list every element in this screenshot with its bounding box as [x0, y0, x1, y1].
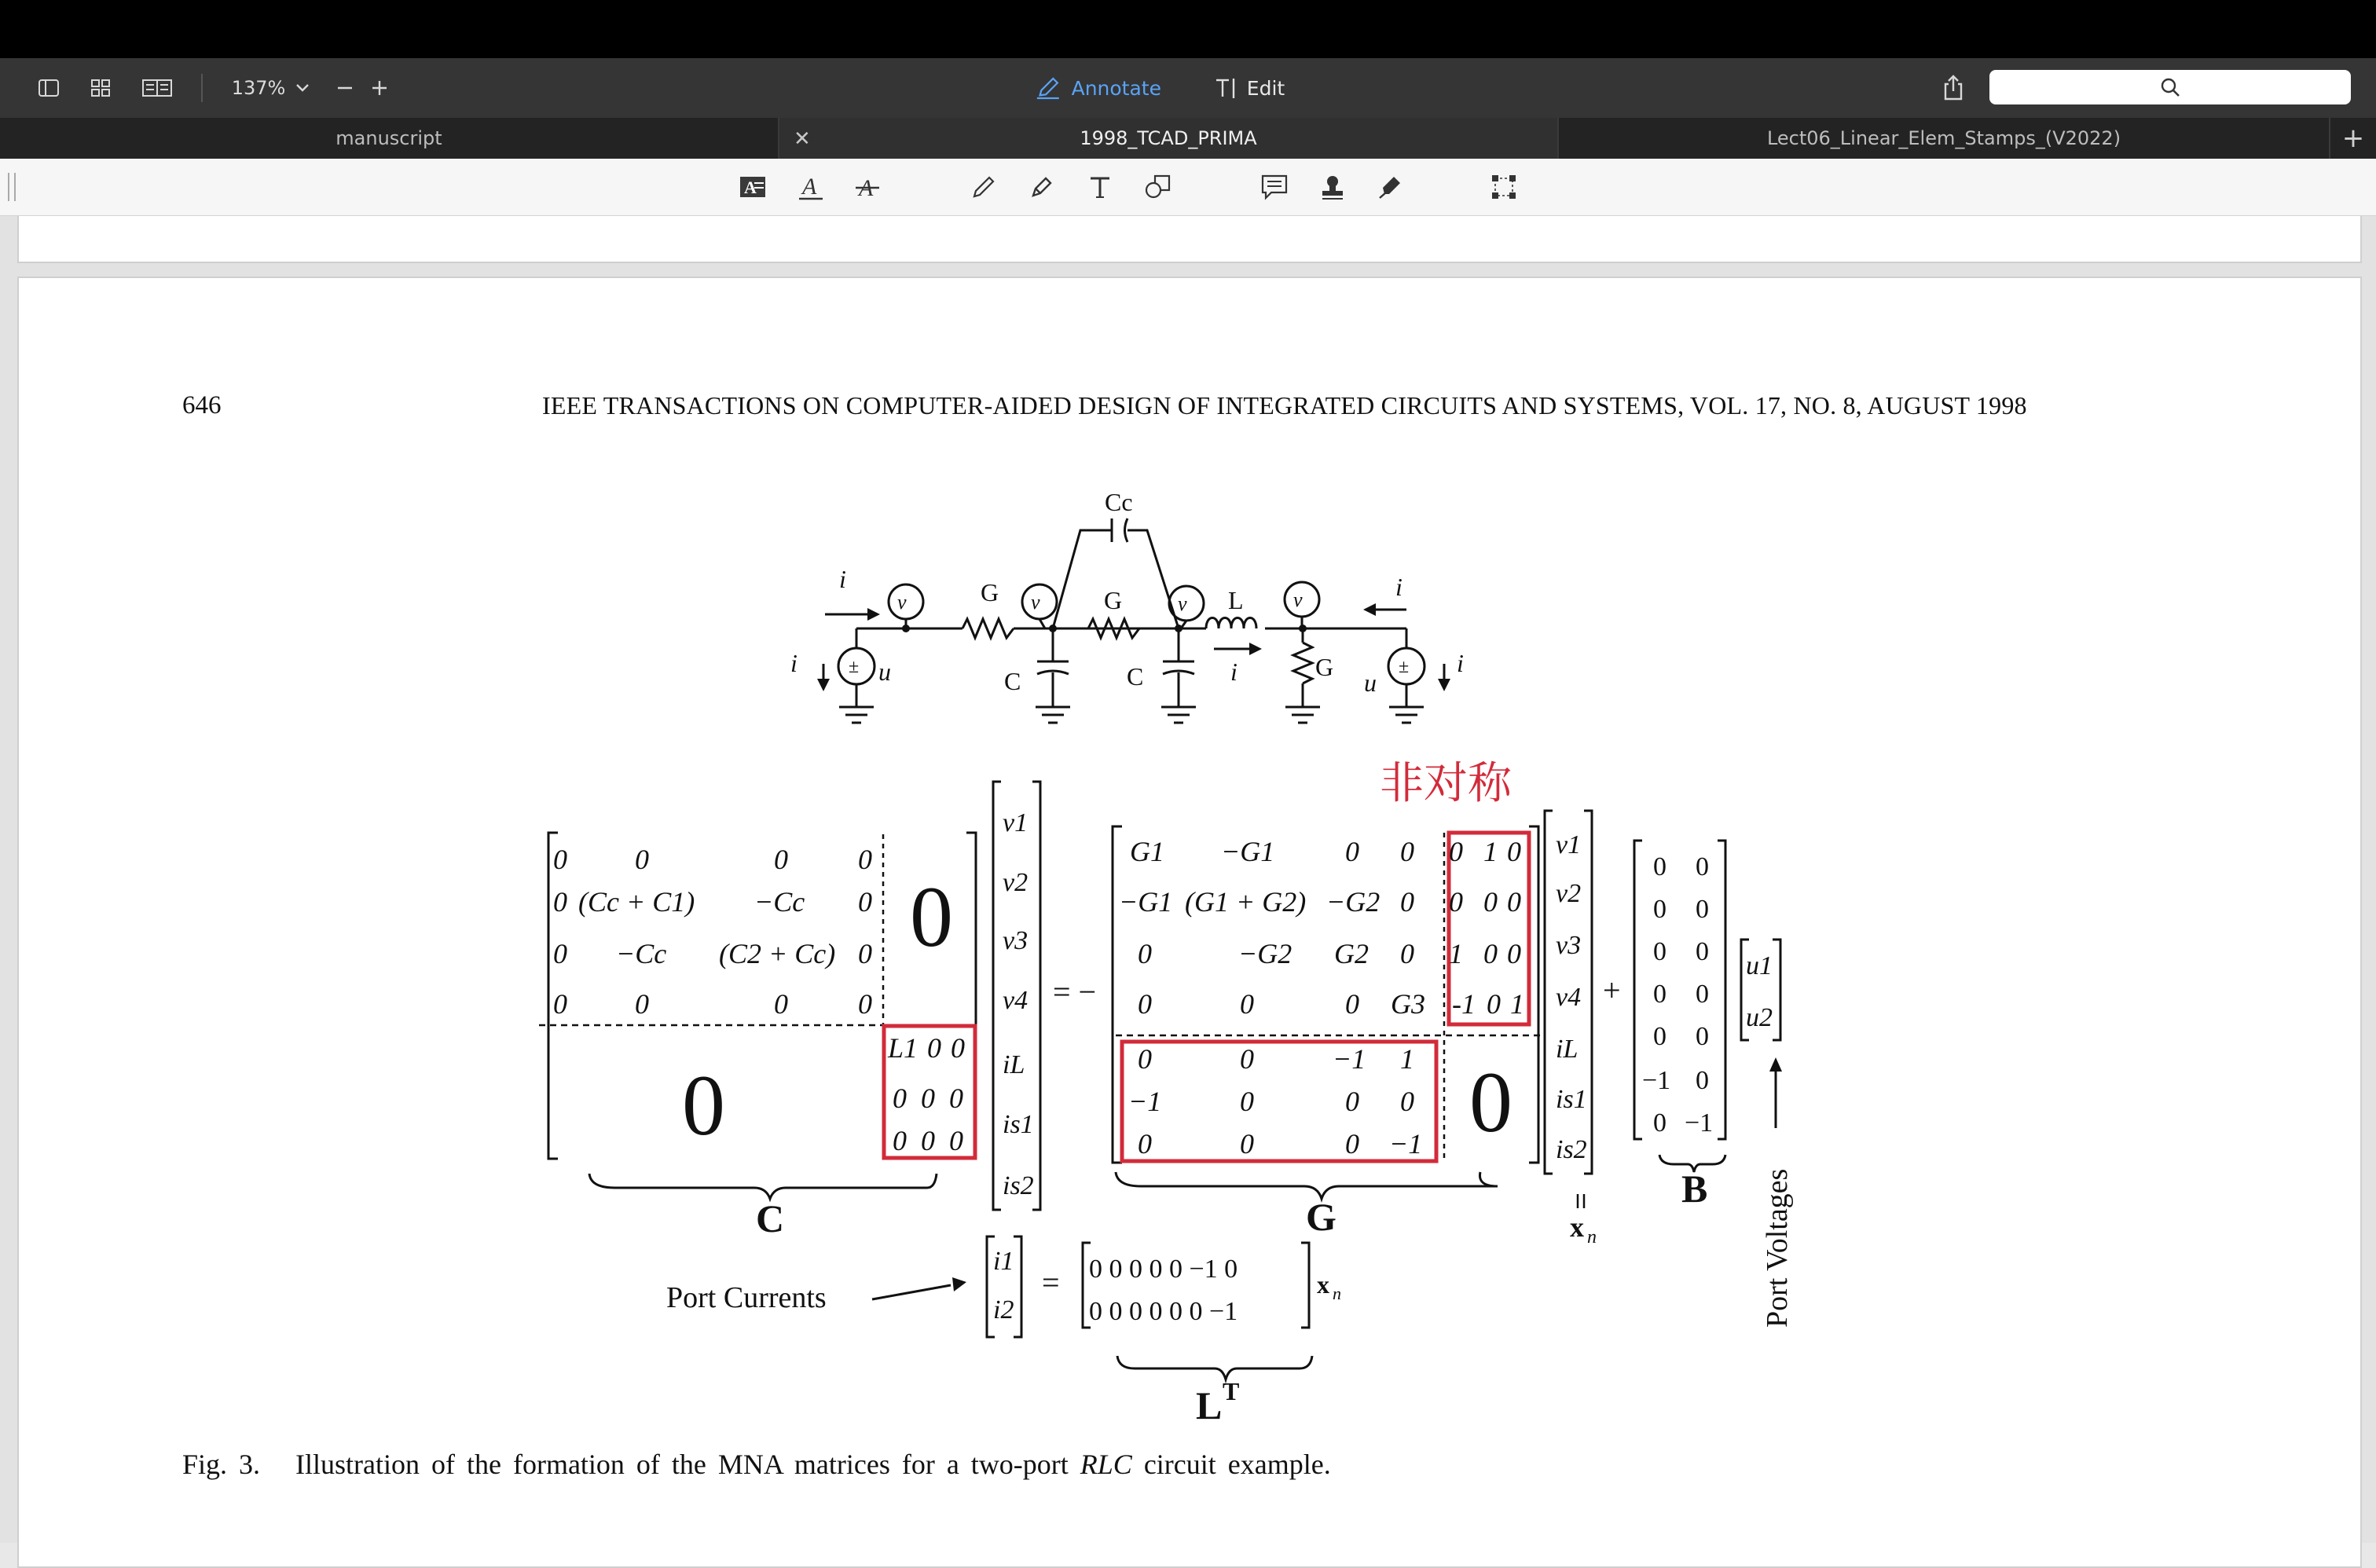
cc-label: Cc — [1105, 488, 1133, 516]
c-l-entry: 0 — [893, 1125, 907, 1156]
c2-label: C — [1127, 662, 1144, 691]
g-zero-block: 0 — [1469, 1054, 1512, 1150]
plus-sign: + — [1603, 973, 1621, 1008]
asymmetric-annotation: 非对称 — [1380, 758, 1512, 809]
b-entry: 0 — [1653, 980, 1666, 1009]
svg-text:A: A — [859, 175, 874, 201]
c-l-entry: L1 — [888, 1032, 918, 1064]
i-entry: i1 — [993, 1247, 1014, 1276]
v1-node-label: v — [897, 591, 907, 614]
c-entry: 0 — [774, 988, 788, 1020]
xdot-entry: v1 — [1003, 808, 1028, 837]
i-entry: i2 — [993, 1295, 1014, 1324]
g-entry: 0 — [1400, 886, 1414, 918]
xdot-entry: v2 — [1003, 868, 1028, 897]
xdot-entry: iL — [1003, 1050, 1025, 1079]
page-number: 646 — [182, 391, 222, 419]
lt-row: 0 0 0 0 0 0 −1 — [1089, 1297, 1238, 1326]
x-entry: is1 — [1556, 1085, 1587, 1114]
c-entry: −Cc — [754, 886, 805, 918]
g-entry: −G1 — [1119, 886, 1173, 918]
g-right-entry: -1 — [1452, 988, 1476, 1020]
l1-label: L — [1228, 586, 1244, 614]
b-entry: 0 — [1696, 980, 1709, 1009]
new-tab-plus-icon[interactable]: + — [2341, 123, 2365, 154]
il-label: i — [1230, 658, 1238, 686]
journal-header: IEEE TRANSACTIONS ON COMPUTER-AIDED DESIGN OF INTEGRATED CIRCUITS AND SYSTEMS, VOL. 17, NO. 8, AUGUST 1998 — [542, 391, 2027, 419]
xdot-entry: is2 — [1003, 1171, 1034, 1200]
c-zero-block: 0 — [910, 869, 953, 965]
c-l-entry: 0 — [921, 1083, 935, 1114]
b-entry: 0 — [1653, 1108, 1666, 1138]
g-entry: G3 — [1391, 988, 1425, 1020]
c-entry: (Cc + C1) — [578, 886, 695, 918]
lt-row: 0 0 0 0 0 −1 0 — [1089, 1255, 1238, 1284]
g-right-entry: 1 — [1510, 988, 1524, 1020]
b-entry: 0 — [1653, 895, 1666, 924]
x-entry: is2 — [1556, 1135, 1587, 1164]
c-l-entry: 0 — [921, 1125, 935, 1156]
g-bottom-entry: 0 — [1400, 1086, 1414, 1117]
c-entry: 0 — [553, 988, 567, 1020]
c-entry: 0 — [858, 844, 872, 875]
g-entry: G1 — [1130, 836, 1164, 867]
c-l-entry: 0 — [951, 1032, 965, 1064]
g-bottom-entry: 0 — [1138, 1043, 1152, 1075]
x-entry: v3 — [1556, 931, 1582, 960]
g-entry: 0 — [1138, 988, 1152, 1020]
c-entry: (C2 + Cc) — [719, 938, 836, 969]
c-l-entry: 0 — [893, 1083, 907, 1114]
x-entry: v2 — [1556, 879, 1582, 908]
xn-label: x — [1570, 1211, 1584, 1243]
g-entry: −G1 — [1221, 836, 1275, 867]
g-entry: 0 — [1138, 938, 1152, 969]
g-right-entry: 0 — [1483, 886, 1498, 918]
x-entry: iL — [1556, 1035, 1578, 1064]
u2-label: u — [1364, 669, 1377, 697]
b-entry: 0 — [1696, 852, 1709, 881]
c-entry: 0 — [858, 886, 872, 918]
g-entry: 0 — [1400, 938, 1414, 969]
x-entry: v4 — [1556, 983, 1582, 1012]
g-right-entry: 0 — [1483, 938, 1498, 969]
c1-label: C — [1004, 667, 1021, 695]
xdot-entry: v4 — [1003, 986, 1028, 1015]
g1-label: G — [981, 578, 999, 606]
b-entry: −1 — [1642, 1066, 1671, 1095]
g-right-entry: 1 — [1449, 938, 1463, 969]
c-entry: 0 — [553, 938, 567, 969]
lt-superscript: T — [1223, 1377, 1240, 1405]
c-entry: 0 — [553, 886, 567, 918]
g-entry: 0 — [1400, 836, 1414, 867]
caption-prefix: Fig. 3. Illustration of the formation of the MNA matrices for a two-port — [182, 1449, 1080, 1480]
c-entry: 0 — [553, 844, 567, 875]
g-matrix-label: G — [1306, 1195, 1336, 1239]
g-bottom-entry: 0 — [1345, 1128, 1359, 1160]
close-tab-icon[interactable]: ✕ — [794, 127, 811, 151]
figure-caption — [182, 1448, 1331, 1481]
g-bottom-entry: −1 — [1389, 1128, 1423, 1160]
b-entry: 0 — [1696, 1022, 1709, 1051]
b-entry: 0 — [1696, 1066, 1709, 1095]
g-bottom-entry: 1 — [1400, 1043, 1414, 1075]
u2-plus-sign: ± — [1399, 657, 1410, 677]
caption-emphasis: RLC — [1080, 1449, 1132, 1480]
c-entry: 0 — [774, 844, 788, 875]
c-entry: 0 — [858, 938, 872, 969]
c-zero-block: 0 — [682, 1057, 725, 1153]
svg-text:A: A — [802, 174, 817, 200]
u-entry: u2 — [1746, 1003, 1773, 1032]
g-entry: (G1 + G2) — [1185, 886, 1307, 918]
b-entry: 0 — [1653, 852, 1666, 881]
v3-node-label: v — [1178, 592, 1187, 615]
c-l-entry: 0 — [927, 1032, 941, 1064]
lt-xn-subscript: n — [1333, 1284, 1341, 1303]
g-right-entry: 0 — [1449, 886, 1463, 918]
g-right-entry: 0 — [1507, 886, 1521, 918]
svg-text:A: A — [744, 178, 757, 197]
edit-label: Edit — [1246, 76, 1285, 100]
c-entry: 0 — [635, 844, 649, 875]
g-entry: 0 — [1240, 988, 1254, 1020]
g-bottom-entry: −1 — [1128, 1086, 1162, 1117]
g-entry: 0 — [1345, 836, 1359, 867]
g-bottom-entry: −1 — [1333, 1043, 1366, 1075]
g-bottom-entry: 0 — [1138, 1128, 1152, 1160]
port-voltages-label: Port Voltages — [1761, 1168, 1794, 1328]
b-entry: −1 — [1685, 1108, 1714, 1138]
u-entry: u1 — [1746, 951, 1773, 980]
xn-subscript: n — [1587, 1227, 1597, 1247]
g-right-entry: 1 — [1483, 836, 1498, 867]
g-bottom-entry: 0 — [1345, 1086, 1359, 1117]
g-entry: −G2 — [1238, 938, 1292, 969]
c-entry: −Cc — [616, 938, 667, 969]
c-matrix-label: C — [756, 1196, 785, 1240]
b-entry: 0 — [1696, 937, 1709, 966]
g-entry: 0 — [1345, 988, 1359, 1020]
g-bottom-entry: 0 — [1240, 1128, 1254, 1160]
equals-sign: = — [1042, 1265, 1060, 1300]
g3-label: G — [1315, 653, 1334, 681]
b-entry: 0 — [1653, 1022, 1666, 1051]
c-l-entry: 0 — [949, 1125, 963, 1156]
tab-label: 1998_TCAD_PRIMA — [1080, 127, 1257, 149]
tab-label: Lect06_Linear_Elem_Stamps_(V2022) — [1766, 127, 2121, 149]
u1-plus-sign: ± — [849, 657, 860, 677]
caption-suffix: circuit example. — [1131, 1449, 1331, 1480]
lt-matrix-label: L — [1196, 1383, 1223, 1427]
is2-label: i — [1457, 649, 1464, 677]
lt-xn-label: x — [1317, 1270, 1329, 1299]
x-entry: v1 — [1556, 830, 1582, 859]
i1-label: i — [839, 565, 846, 593]
xdot-entry: is1 — [1003, 1110, 1034, 1139]
tab-label: manuscript — [336, 127, 442, 149]
c-entry: 0 — [635, 988, 649, 1020]
g-entry: −G2 — [1326, 886, 1380, 918]
zoom-value: 137% — [231, 77, 286, 99]
c-entry: 0 — [858, 988, 872, 1020]
b-entry: 0 — [1653, 937, 1666, 966]
b-matrix-label: B — [1681, 1167, 1708, 1211]
v2-node-label: v — [1031, 591, 1040, 614]
b-entry: 0 — [1696, 895, 1709, 924]
g-bottom-entry: 0 — [1240, 1086, 1254, 1117]
annotate-label: Annotate — [1071, 76, 1161, 100]
i2-label: i — [1395, 573, 1402, 601]
xdot-entry: v3 — [1003, 926, 1028, 955]
g-bottom-entry: 0 — [1240, 1043, 1254, 1075]
g-right-entry: 0 — [1487, 988, 1501, 1020]
g-right-entry: 0 — [1449, 836, 1463, 867]
g-right-entry: 0 — [1507, 836, 1521, 867]
g2-label: G — [1104, 586, 1123, 614]
c-l-entry: 0 — [949, 1083, 963, 1114]
u1-label: u — [878, 658, 891, 686]
equals-minus-sign: = − — [1053, 974, 1097, 1009]
v4-node-label: v — [1293, 588, 1303, 611]
g-entry: G2 — [1334, 938, 1369, 969]
is1-label: i — [790, 649, 798, 677]
port-currents-label: Port Currents — [666, 1281, 827, 1314]
g-right-entry: 0 — [1507, 938, 1521, 969]
